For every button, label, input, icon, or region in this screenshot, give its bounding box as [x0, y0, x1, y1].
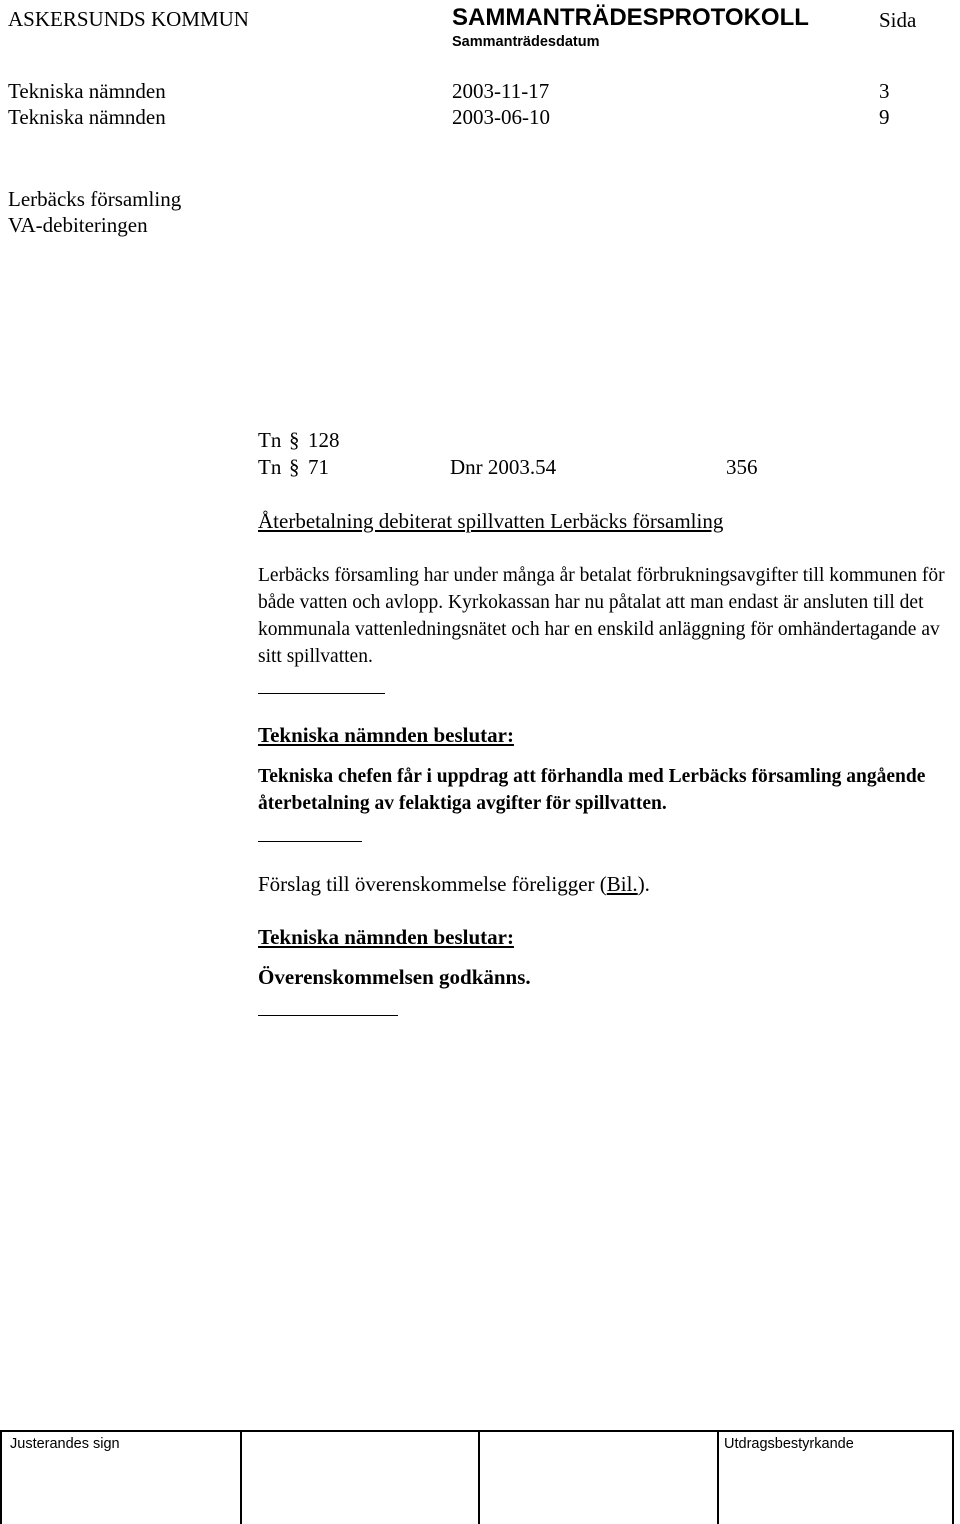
signature-table	[0, 1430, 954, 1524]
signature-cell-2	[242, 1432, 480, 1524]
matter-title: Återbetalning debiterat spillvatten Lerbäcks församling	[258, 509, 724, 533]
proposal-line	[258, 871, 650, 898]
meeting-date-1: 2003-11-17	[452, 79, 550, 103]
extract-label: Utdragsbestyrkande	[724, 1436, 854, 1452]
sign-label: Justerandes sign	[10, 1436, 120, 1452]
protocol-title: SAMMANTRÄDESPROTOKOLL	[452, 4, 809, 31]
separator-rule-2	[258, 841, 362, 842]
separator-rule-1	[258, 693, 385, 694]
paragraph-number-1: 128	[308, 428, 340, 452]
paragraph-number-2: 71	[308, 455, 329, 479]
tn-label-1: Tn	[258, 428, 282, 452]
section-sign-2: §	[289, 455, 300, 479]
section-sign-1: §	[289, 428, 300, 452]
meeting-page-2: 9	[879, 105, 890, 129]
decision-text-1: Tekniska chefen får i uppdrag att förhandla med Lerbäcks församling angående återbetalning av felaktiga avgifter för spillvatten.	[258, 766, 926, 814]
decision-heading-1: Tekniska nämnden beslutar:	[258, 723, 514, 747]
proposal-suffix: ).	[637, 872, 650, 896]
signature-cell-1	[2, 1432, 242, 1524]
separator-rule-3	[258, 1015, 398, 1016]
page-label: Sida	[879, 8, 917, 32]
date-label: Sammanträdesdatum	[452, 34, 600, 50]
decision-heading-2: Tekniska nämnden beslutar:	[258, 925, 514, 949]
meeting-page-1: 3	[879, 79, 890, 103]
proposal-prefix: Förslag till överenskommelse föreligger (	[258, 872, 607, 896]
subject-line-2: VA-debiteringen	[8, 213, 148, 237]
municipality-name: ASKERSUNDS KOMMUN	[8, 7, 249, 31]
decision-text-2: Överenskommelsen godkänns.	[258, 965, 531, 989]
meeting-date-2: 2003-06-10	[452, 105, 550, 129]
meeting-committee-2: Tekniska nämnden	[8, 105, 166, 129]
dnr-number: 356	[726, 455, 758, 479]
signature-cell-3	[480, 1432, 719, 1524]
attachment-link[interactable]: Bil.	[606, 872, 638, 896]
dnr-label: Dnr 2003.54	[450, 455, 557, 479]
meeting-committee-1: Tekniska nämnden	[8, 79, 166, 103]
tn-label-2: Tn	[258, 455, 282, 479]
subject-line-1: Lerbäcks församling	[8, 187, 182, 211]
matter-description: Lerbäcks församling har under många år betalat förbrukningsavgifter till kommunen för både vatten och avlopp. Kyrkokassan har nu påtalat att man endast är ansluten till det kommunala vattenledningsnätet och har en enskild anläggning för omhändertagande av sitt spillvatten.	[258, 565, 945, 667]
